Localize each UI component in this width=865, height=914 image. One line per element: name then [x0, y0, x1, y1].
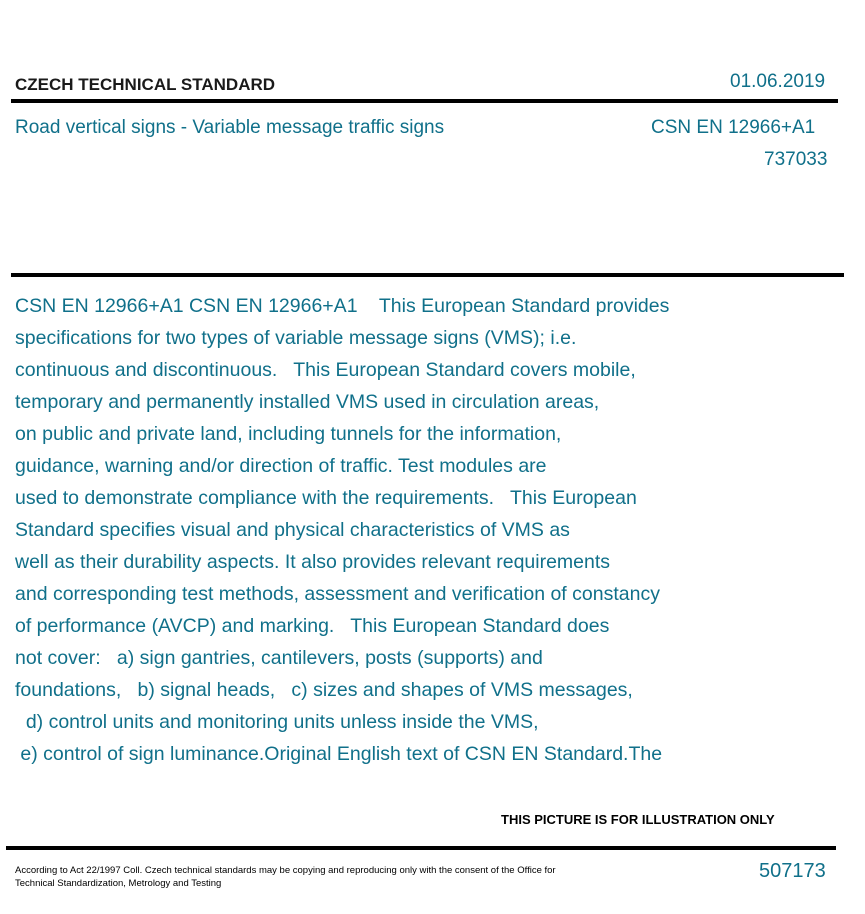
abstract-line: used to demonstrate compliance with the requirements. This European: [15, 487, 637, 509]
abstract-line: continuous and discontinuous. This European Standard covers mobile,: [15, 359, 636, 381]
abstract-line: and corresponding test methods, assessment and verification of constancy: [15, 583, 660, 605]
catalog-number: 737033: [764, 149, 828, 170]
abstract-line: of performance (AVCP) and marking. This European Standard does: [15, 615, 610, 637]
header-divider-bottom: [11, 273, 844, 277]
abstract-line: Standard specifies visual and physical characteristics of VMS as: [15, 519, 570, 541]
abstract-line: on public and private land, including tunnels for the information,: [15, 423, 562, 445]
standard-abstract: [15, 290, 845, 770]
abstract-line: well as their durability aspects. It also provides relevant requirements: [15, 551, 611, 573]
document-number: 507173: [759, 860, 826, 882]
standard-code: CSN EN 12966+A1: [651, 117, 816, 138]
abstract-line: specifications for two types of variable message signs (VMS); i.e.: [15, 327, 577, 349]
abstract-line: CSN EN 12966+A1 CSN EN 12966+A1 This European Standard provides: [15, 295, 670, 317]
header-divider-top: [11, 99, 838, 103]
legal-note: According to Act 22/1997 Coll. Czech technical standards may be copying and reproducing only with the consent of the Office for Technical Standardization, Metrology and Testing: [15, 865, 556, 889]
abstract-line: foundations, b) signal heads, c) sizes and shapes of VMS messages,: [15, 679, 633, 701]
standard-title: Road vertical signs - Variable message traffic signs: [15, 117, 445, 138]
abstract-line: temporary and permanently installed VMS used in circulation areas,: [15, 391, 600, 413]
illustration-notice: THIS PICTURE IS FOR ILLUSTRATION ONLY: [501, 812, 775, 827]
publication-date: 01.06.2019: [730, 71, 826, 92]
abstract-line: e) control of sign luminance.Original English text of CSN EN Standard.The: [15, 743, 663, 765]
abstract-line: d) control units and monitoring units unless inside the VMS,: [15, 711, 539, 733]
standard-type-heading: CZECH TECHNICAL STANDARD: [15, 75, 276, 94]
abstract-line: guidance, warning and/or direction of traffic. Test modules are: [15, 455, 547, 477]
footer-divider: [6, 846, 836, 850]
abstract-line: not cover: a) sign gantries, cantilevers, posts (supports) and: [15, 647, 543, 669]
